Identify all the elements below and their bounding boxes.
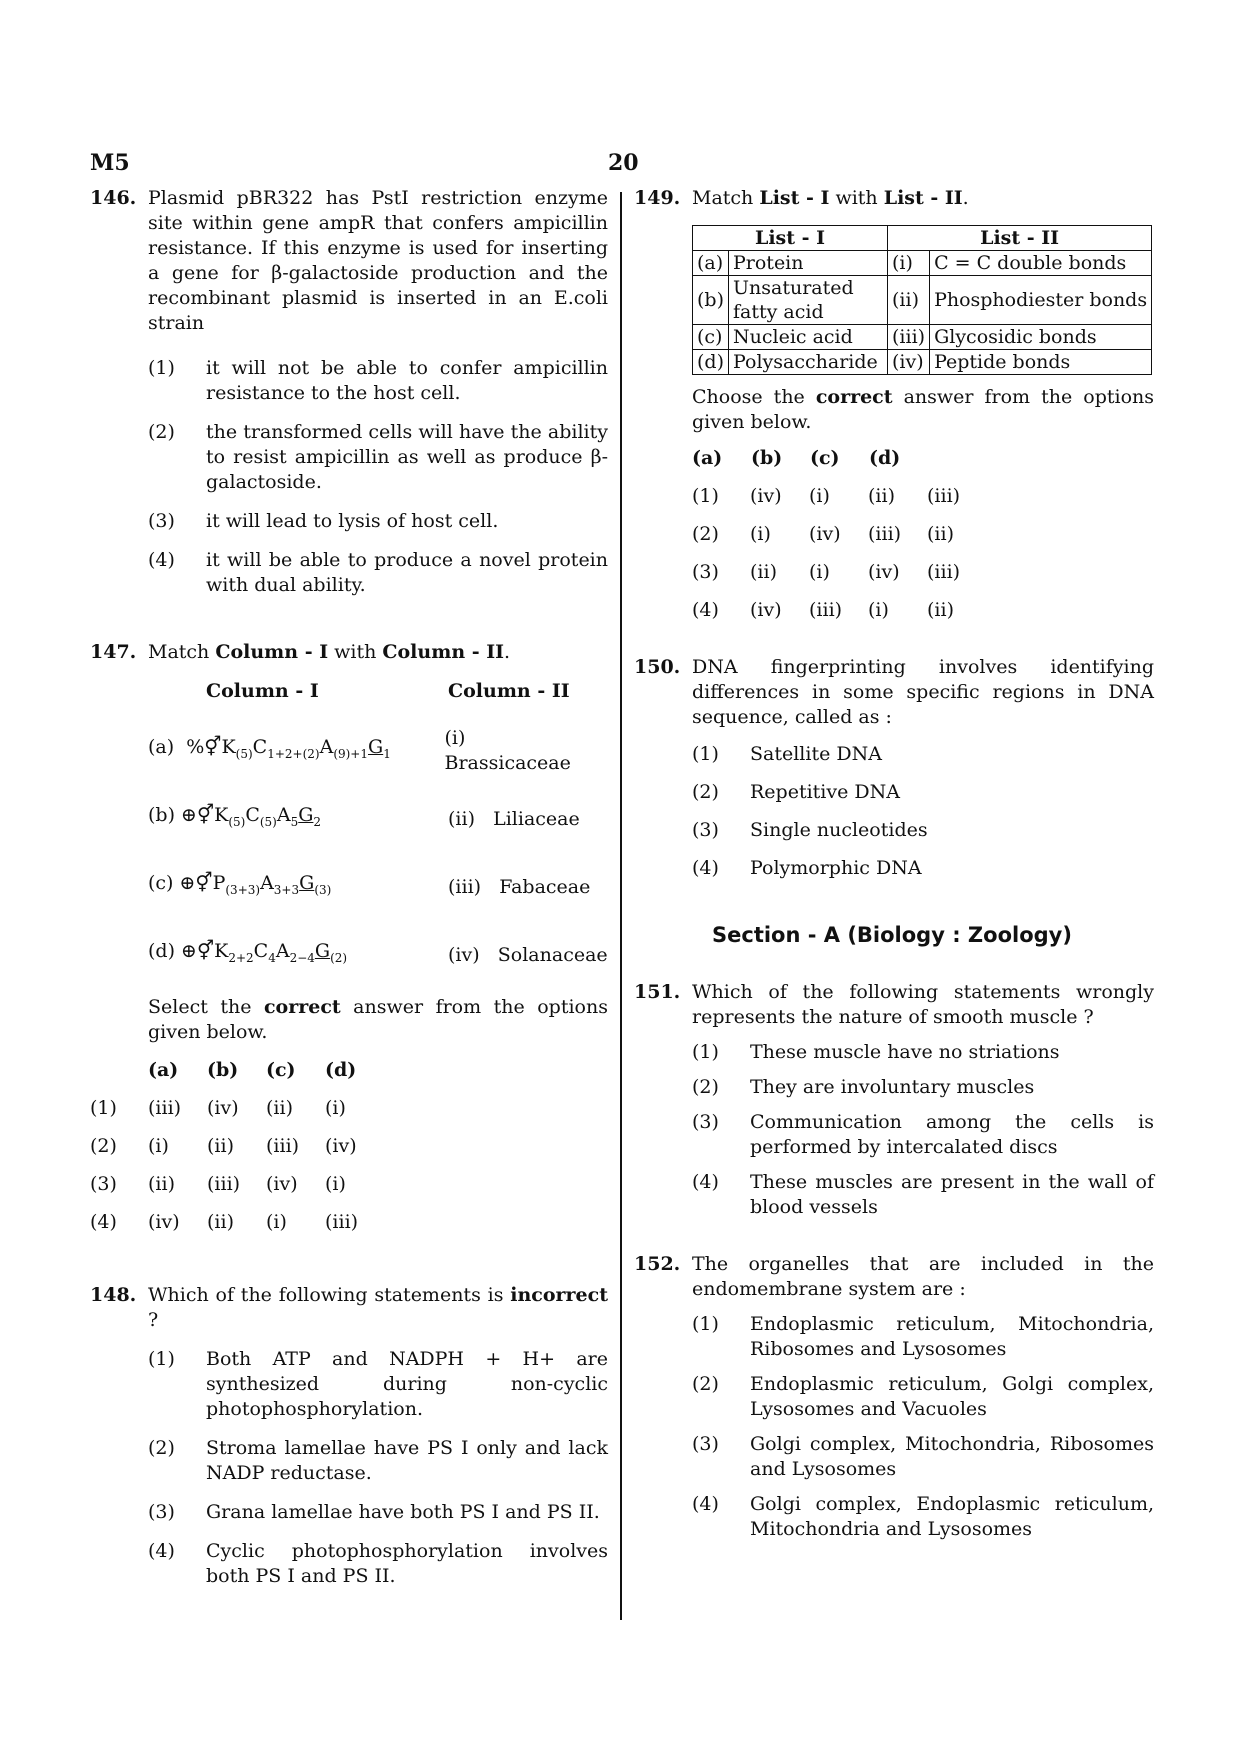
question-146: [90, 186, 608, 598]
option-number: (3): [148, 1501, 175, 1523]
option: [692, 742, 1154, 767]
answer-row: (3) (ii) (iii) (iv) (i): [90, 1172, 346, 1195]
question-number: 146.: [90, 187, 137, 209]
option: [148, 509, 608, 534]
option-number: (4): [148, 549, 175, 571]
option: [148, 548, 608, 598]
question-text: The organelles that are included in the endomembrane system are :: [692, 1253, 1154, 1300]
option-text: Both ATP and NADPH + H+ are synthesized during non-cyclic photophosphorylation.: [206, 1348, 608, 1420]
match-row: [148, 921, 608, 989]
instruction-text: Select the correct answer from the options given below.: [148, 996, 608, 1043]
option: [148, 1436, 608, 1486]
option: [692, 780, 1154, 805]
column-headers: [148, 665, 608, 717]
option: [148, 1539, 608, 1589]
option-text: Grana lamellae have both PS I and PS II.: [206, 1501, 600, 1523]
option-number: (3): [148, 510, 175, 532]
option-number: (4): [148, 1540, 175, 1562]
formula-a: (a) $\%⚥K_{(5)}C_{1+2+(2)}A_{(9)+1}G_1$: [148, 736, 391, 761]
question-text: Plasmid pBR322 has PstI restriction enzyme site within gene ampR that confers ampicillin resistance. If this enzyme is used for inserting a gene for β-galactoside production and the recombinant plasmid is inserted in an E.coli strain: [148, 187, 608, 334]
option-number: (1): [148, 357, 175, 379]
instruction-text: Choose the correct answer from the options given below.: [692, 386, 1154, 433]
option: [692, 1040, 1154, 1065]
answer-options: (a) (b) (c) (d) (1) (iv) (i) (ii) (iii) (2) (i) (iv) (iii) (ii) (3) (ii) (i) (iv) (iii) (4) (iv) (iii) (i) (ii): [634, 439, 1154, 629]
option-text: These muscle have no striations: [750, 1041, 1060, 1063]
option-number: (3): [692, 819, 719, 841]
question-number: 151.: [634, 981, 681, 1003]
page-number: 20: [608, 150, 639, 176]
option-number: (1): [692, 1313, 719, 1335]
option-text: it will be able to produce a novel protein with dual ability.: [206, 549, 608, 596]
family-iii: (iii) Fabaceae: [448, 875, 591, 898]
question-number: 147.: [90, 641, 137, 663]
option: [692, 1372, 1154, 1422]
option-text: Stroma lamellae have PS I only and lack NADP reductase.: [206, 1437, 608, 1484]
option-number: (3): [692, 1111, 719, 1133]
option-text: Cyclic photophosphorylation involves both PS I and PS II.: [206, 1540, 608, 1587]
question-147: [90, 640, 608, 1241]
option-number: (2): [692, 781, 719, 803]
option: [148, 356, 608, 406]
column-2-heading: Column - II: [448, 679, 570, 702]
option-text: Golgi complex, Mitochondria, Ribosomes and Lysosomes: [750, 1433, 1154, 1480]
option-text: Polymorphic DNA: [750, 857, 922, 879]
section-heading: Section - A (Biology : Zoology): [712, 923, 1072, 947]
option: [692, 1075, 1154, 1100]
question-149: [634, 186, 1154, 629]
option: [692, 1170, 1154, 1220]
option-number: (2): [692, 1076, 719, 1098]
option-number: (2): [148, 1437, 175, 1459]
family-ii: (ii) Liliaceae: [448, 807, 580, 830]
table-row: (b) Unsaturated fatty acid (ii) Phosphodiester bonds: [693, 276, 1152, 325]
option-number: (1): [692, 1041, 719, 1063]
option-text: Communication among the cells is performed by intercalated discs: [750, 1111, 1154, 1158]
question-text: DNA fingerprinting involves identifying differences in some specific regions in DNA sequence, called as :: [692, 656, 1154, 728]
option-text: Endoplasmic reticulum, Golgi complex, Lysosomes and Vacuoles: [750, 1373, 1154, 1420]
option-number: (1): [692, 743, 719, 765]
match-table: [692, 225, 1152, 375]
formula-d: (d) $\oplus⚥K_{2+2}C_4A_{2-4}G_{(2)}$: [148, 940, 348, 965]
family-i: (i) Brassicaceae: [444, 727, 571, 774]
answer-row: (1) (iv) (i) (ii) (iii): [692, 484, 961, 507]
option-text: These muscles are present in the wall of blood vessels: [750, 1171, 1154, 1218]
list-1-heading: List - I: [693, 226, 888, 251]
question-text: Which of the following statements is incorrect ?: [148, 1284, 608, 1331]
answer-row: (1) (iii) (iv) (ii) (i): [90, 1096, 346, 1119]
formula-c: (c) $\oplus⚥P_{(3+3)}A_{3+3}G_{(3)}$: [148, 872, 332, 897]
option: [692, 856, 1154, 881]
answer-row: (2) (i) (ii) (iii) (iv): [90, 1134, 357, 1157]
option-text: the transformed cells will have the ability to resist ampicillin as well as produce β-galactoside.: [206, 421, 608, 493]
option-text: Endoplasmic reticulum, Mitochondria, Ribosomes and Lysosomes: [750, 1313, 1154, 1360]
question-text: Match List - I with List - II.: [692, 187, 969, 209]
option: [692, 1492, 1154, 1542]
table-row: (a) Protein (i) C = C double bonds: [693, 251, 1152, 276]
option-number: (4): [692, 1171, 719, 1193]
option-text: Single nucleotides: [750, 819, 928, 841]
column-divider: [620, 192, 622, 1620]
option-number: (2): [148, 421, 175, 443]
column-1-heading: Column - I: [206, 679, 319, 702]
question-text: Which of the following statements wrongly represents the nature of smooth muscle ?: [692, 981, 1154, 1028]
option-text: it will not be able to confer ampicillin resistance to the host cell.: [206, 357, 608, 404]
option-number: (4): [692, 1493, 719, 1515]
left-column: [90, 186, 608, 1589]
option: [692, 1110, 1154, 1160]
question-148: [90, 1283, 608, 1589]
option: [692, 818, 1154, 843]
option-number: (4): [692, 857, 719, 879]
question-number: 150.: [634, 656, 681, 678]
question-151: [634, 980, 1154, 1220]
option: [692, 1312, 1154, 1362]
match-row: [148, 853, 608, 921]
option: [148, 420, 608, 495]
option-number: (3): [692, 1433, 719, 1455]
answer-row: (4) (iv) (ii) (i) (iii): [90, 1210, 359, 1233]
option-text: They are involuntary muscles: [750, 1076, 1035, 1098]
option-text: Satellite DNA: [750, 743, 882, 765]
table-row: (d) Polysaccharide (iv) Peptide bonds: [693, 350, 1152, 375]
option: [692, 1432, 1154, 1482]
question-number: 148.: [90, 1284, 137, 1306]
answer-options: (a) (b) (c) (d) (1) (iii) (iv) (ii) (i) (2) (i) (ii) (iii) (iv) (3) (ii) (iii) (iv) (i) (4) (iv) (ii) (i) (iii): [90, 1051, 608, 1241]
question-number: 149.: [634, 187, 681, 209]
match-row: [148, 785, 608, 853]
right-column: [634, 186, 1154, 1542]
answer-row: (4) (iv) (iii) (i) (ii): [692, 598, 954, 621]
answer-row: (3) (ii) (i) (iv) (iii): [692, 560, 961, 583]
question-text: Match Column - I with Column - II.: [148, 641, 511, 663]
family-iv: (iv) Solanaceae: [448, 943, 608, 966]
list-2-heading: List - II: [888, 226, 1152, 251]
table-row: (c) Nucleic acid (iii) Glycosidic bonds: [693, 325, 1152, 350]
option-number: (2): [692, 1373, 719, 1395]
question-152: [634, 1252, 1154, 1542]
question-number: 152.: [634, 1253, 681, 1275]
paper-code: M5: [90, 150, 130, 176]
match-row: [148, 717, 608, 785]
formula-b: (b) $\oplus⚥K_{(5)}C_{(5)}A_5G_2$: [148, 804, 322, 829]
option: [148, 1347, 608, 1422]
option-number: (1): [148, 1348, 175, 1370]
question-150: [634, 655, 1154, 881]
option-text: Golgi complex, Endoplasmic reticulum, Mitochondria and Lysosomes: [750, 1493, 1154, 1540]
option: [148, 1500, 608, 1525]
option-text: it will lead to lysis of host cell.: [206, 510, 499, 532]
answer-row: (2) (i) (iv) (iii) (ii): [692, 522, 954, 545]
option-text: Repetitive DNA: [750, 781, 900, 803]
